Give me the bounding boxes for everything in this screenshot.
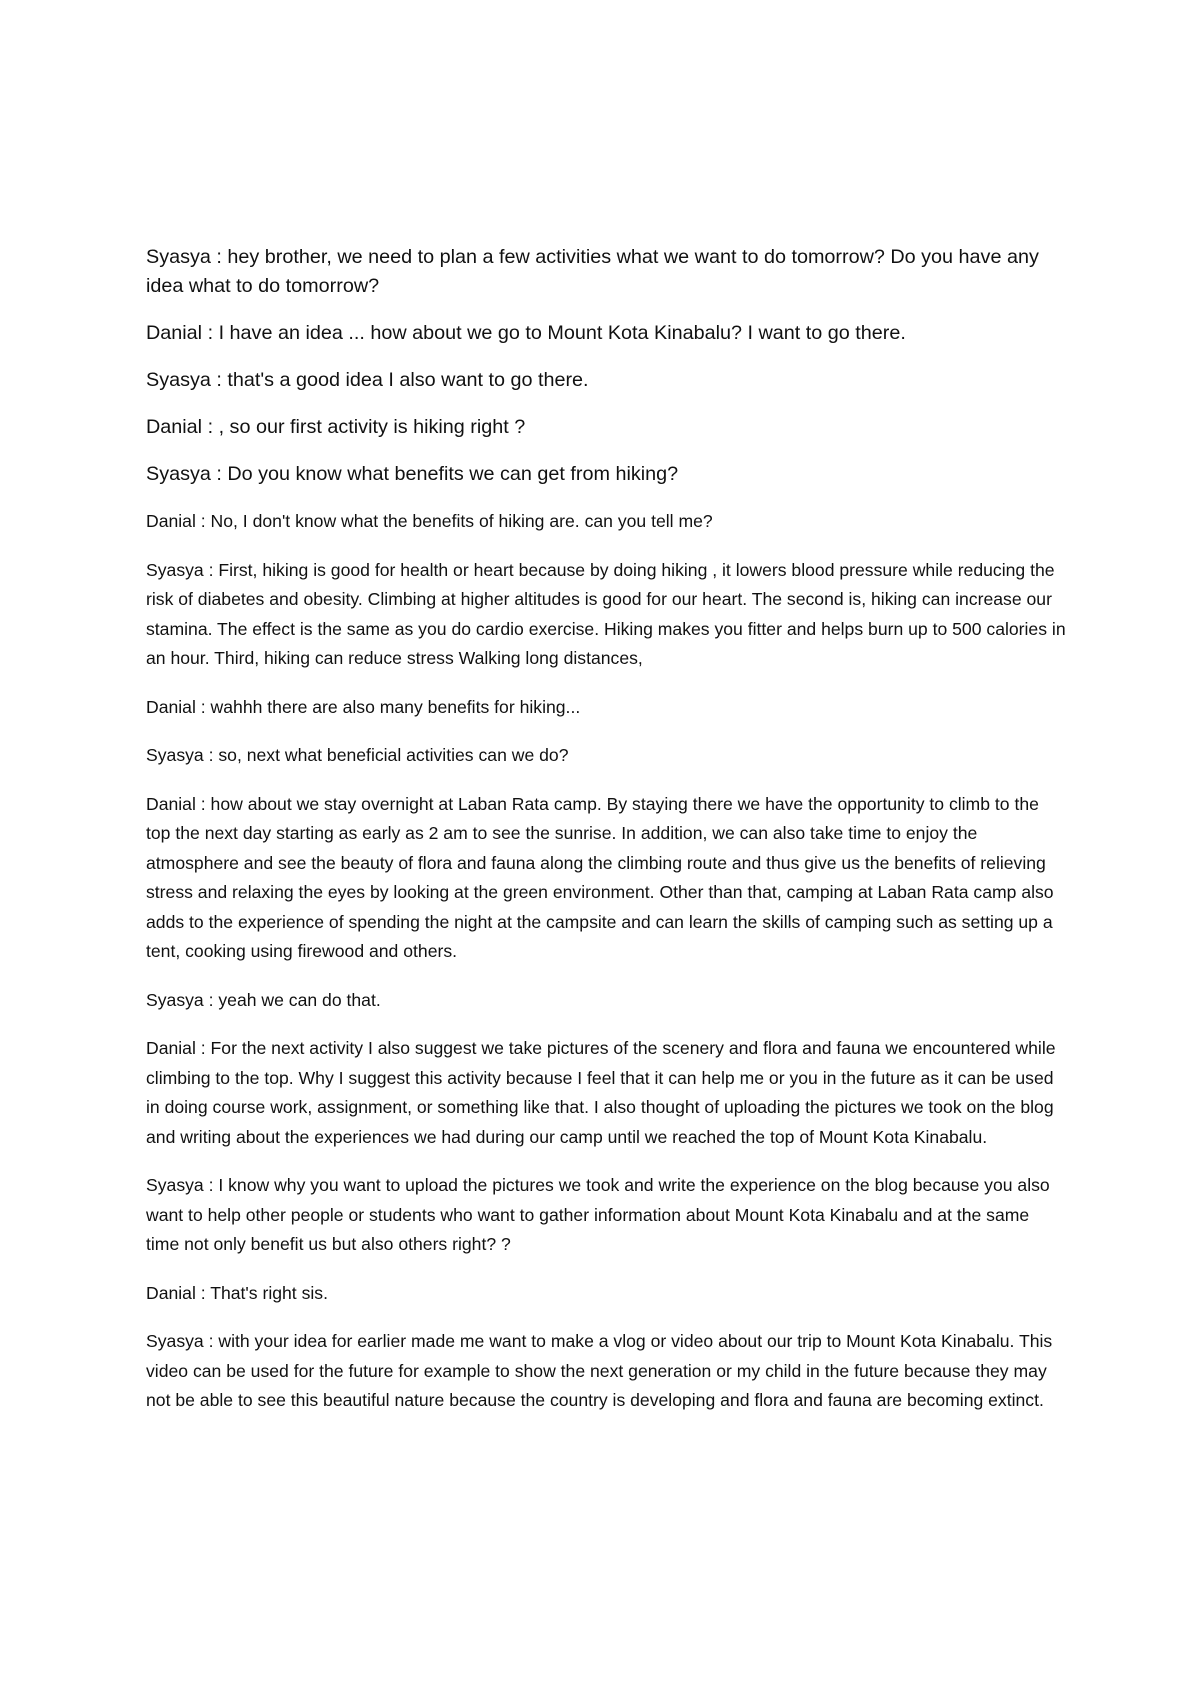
dialogue-body (146, 243, 1066, 1435)
dialogue-line: Danial : I have an idea ... how about we go to Mount Kota Kinabalu? I want to go there. (146, 322, 906, 344)
dialogue-line: Syasya : with your idea for earlier made me want to make a vlog or video about our trip to Mount Kota Kinabalu. This video can be used for the future for example to show the next generation or my child in the future because they may not be able to see this beautiful nature because the country is developing and flora and fauna are becoming extinct. (146, 1331, 1053, 1410)
dialogue-line: Danial : No, I don't know what the benefits of hiking are. can you tell me? (146, 511, 713, 531)
dialogue-line: Danial : That's right sis. (146, 1282, 328, 1303)
dialogue-line: Syasya : hey brother, we need to plan a few activities what we want to do tomorrow? Do you have any idea what to do tomorrow? (146, 246, 1039, 297)
dialogue-line: Danial : , so our first activity is hiking right ? (146, 416, 526, 438)
dialogue-line: Danial : For the next activity I also suggest we take pictures of the scenery and flora and fauna we encountered while climbing to the top. Why I suggest this activity because I feel that it can help me or you in the future as it can be used in doing course work, assignment, or something like that. I also thought of uploading the pictures we took on the blog and writing about the experiences we had during our camp until we reached the top of Mount Kota Kinabalu. (146, 1038, 1056, 1147)
dialogue-line: Syasya : First, hiking is good for health or heart because by doing hiking , it lowers blood pressure while reducing the risk of diabetes and obesity. Climbing at higher altitudes is good for our heart. The second is, hiking can increase our stamina. The effect is the same as you do cardio exercise. Hiking makes you fitter and helps burn up to 500 calories in an hour. Third, hiking can reduce stress Walking long distances, (146, 559, 1066, 668)
dialogue-line: Syasya : so, next what beneficial activities can we do? (146, 745, 569, 765)
dialogue-line: Danial : wahhh there are also many benefits for hiking... (146, 696, 581, 717)
dialogue-line: Syasya : I know why you want to upload the pictures we took and write the experience on the blog because you also want to help other people or students who want to gather information about Mount Kota Kinabalu and at the same time not only benefit us but also others right? ? (146, 1175, 1050, 1254)
dialogue-line: Syasya : that's a good idea I also want to go there. (146, 369, 589, 391)
dialogue-line: Syasya : Do you know what benefits we can get from hiking? (146, 463, 679, 485)
dialogue-line: Danial : how about we stay overnight at Laban Rata camp. By staying there we have the opportunity to climb to the top the next day starting as early as 2 am to see the sunrise. In addition, we can also take time to enjoy the atmosphere and see the beauty of flora and fauna along the climbing route and thus give us the benefits of relieving stress and relaxing the eyes by looking at the green environment. Other than that, camping at Laban Rata camp also adds to the experience of spending the night at the campsite and can learn the skills of camping such as setting up a tent, cooking using firewood and others. (146, 793, 1054, 961)
dialogue-line: Syasya : yeah we can do that. (146, 989, 381, 1010)
